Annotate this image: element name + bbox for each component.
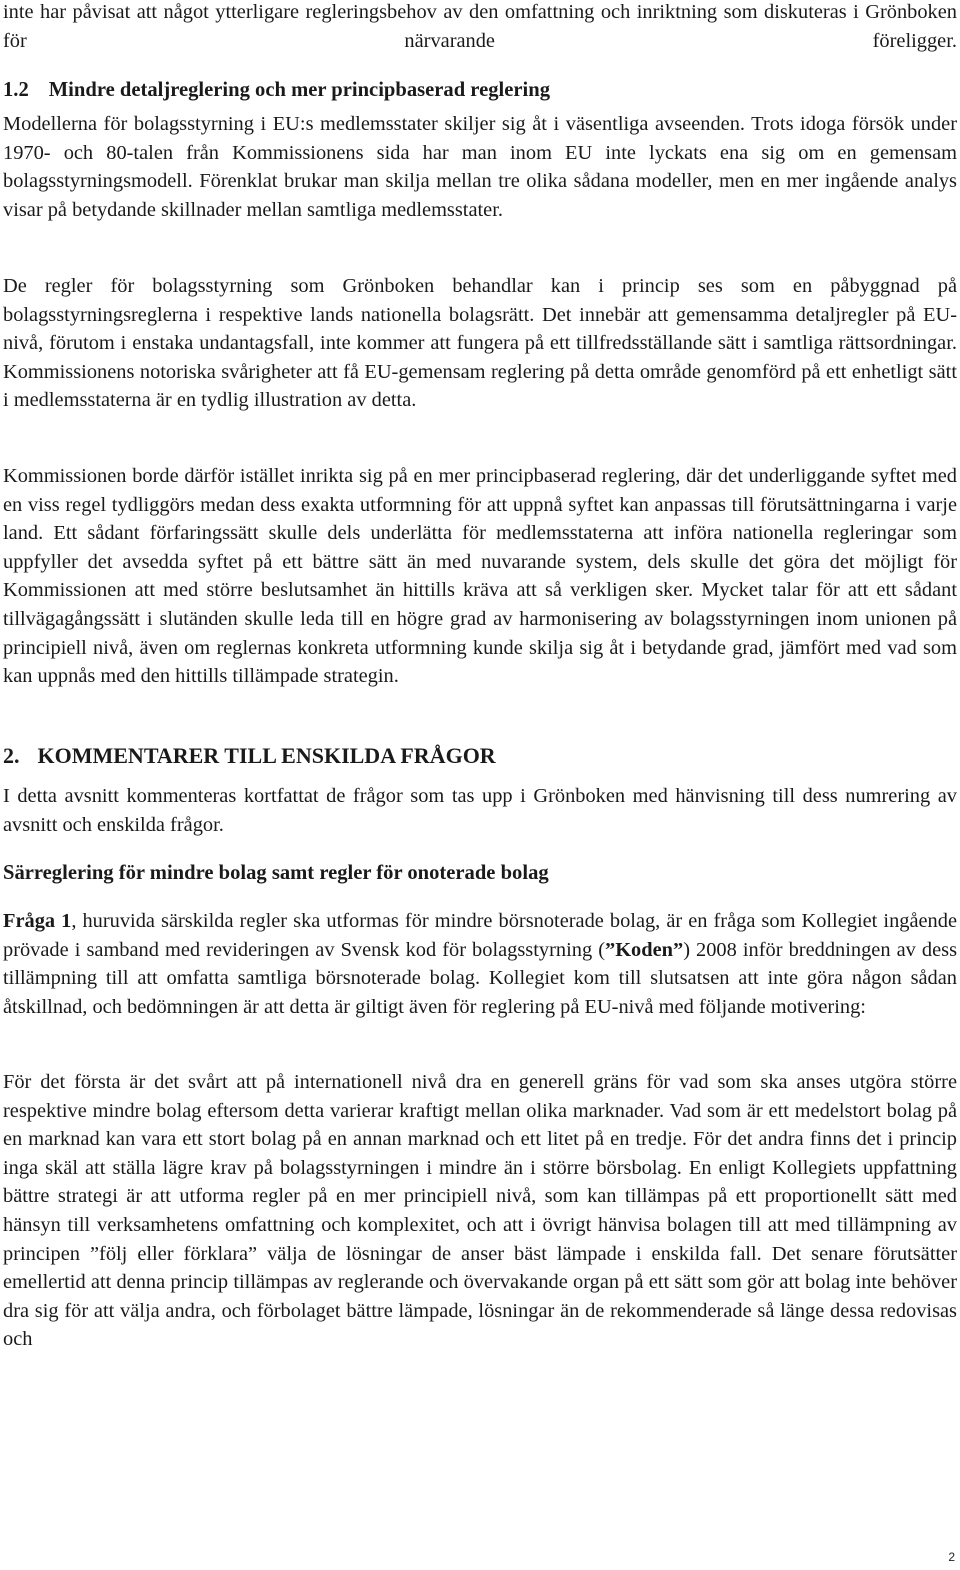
paragraph: Modellerna för bolagsstyrning i EU:s medlemsstater skiljer sig åt i väsentliga avseenden. Trots idoga försök under 1970- och 80-talen från Kommissionens sida har man inom EU inte lyckats ena sig om en gemensam bolagsstyrningsmodell. Förenklat brukar man skilja mellan tre olika sådana modeller, men en mer ingående analys visar på betydande skillnader mellan samtliga medlemsstater. bbox=[3, 113, 957, 221]
question-label: Fråga 1 bbox=[3, 910, 72, 932]
section-2-intro: I detta avsnitt kommenteras kortfattat de frågor som tas upp i Grönboken med hänvisning till dess numrering av avsnitt och enskilda frågor. bbox=[3, 785, 957, 836]
paragraph: De regler för bolagsstyrning som Grönboken behandlar kan i princip ses som en påbyggnad på bolagsstyrningsreglerna i respektive lands nationella bolagsrätt. Det innebär att gemensamma detaljregler på EU-nivå, förutom i enstaka undantagsfall, inte kommer att fungera på ett tillfredsställande sätt i samtliga rättsordningar. Kommissionens notoriska svårigheter att få EU-gemensam reglering på detta område genomförd på ett enhetligt sätt i medlemsstaterna är en tydlig illustration av detta. bbox=[3, 275, 957, 412]
section-title: Mindre detaljreglering och mer principbaserad reglering bbox=[48, 79, 550, 101]
koden-term: ”Koden” bbox=[605, 938, 684, 961]
intro-fragment: inte har påvisat att något ytterligare regleringsbehov av den omfattning och inriktning som diskuteras i Grönboken för närvarande föreligger. bbox=[3, 1, 957, 52]
question-text-b: ) 2008 inför breddningen av dess tillämpning till att omfatta samtliga börsnoterade bolag. Kollegiet kom till slutsatsen att inte göra någon sådan åtskillnad, och bedömningen är att detta är giltigt även för reglering på EU-nivå med följande motivering: bbox=[3, 938, 958, 1018]
paragraph-block bbox=[3, 1068, 957, 1354]
paragraph-block bbox=[3, 462, 957, 691]
section-2-heading bbox=[3, 742, 496, 770]
paragraph-block bbox=[3, 272, 957, 415]
section-number: 2. bbox=[3, 743, 20, 768]
question-1-paragraph bbox=[3, 907, 957, 1021]
paragraph-block bbox=[3, 110, 957, 224]
section-title: KOMMENTARER TILL ENSKILDA FRÅGOR bbox=[37, 743, 496, 768]
paragraph-block bbox=[3, 782, 957, 839]
paragraph-block bbox=[3, 907, 957, 1021]
paragraph: Kommissionen borde därför istället inrikta sig på en mer principbaserad reglering, där det underliggande syftet med en viss regel tydliggörs medan dess exakta utformning för att uppnå syftet kan anpassas till förutsättningarna i varje land. Ett sådant förfaringssätt skulle dels underlätta för medlemsstaterna att införa nationella regleringar som uppfyller det avsedda syftet på ett bättre sätt än med nuvarande system, dels skulle det göra det möjligt för Kommissionen att med större beslutsamhet än hittills kräva att så verkligen sker. Mycket talar för att ett sådant tillvägagångssätt i slutänden skulle leda till en högre grad av harmonisering av bolagsstyrningen inom unionen på principiell nivå, även om reglernas konkreta utformning kunde skilja sig åt i betydande grad, jämfört med vad som kan uppnås med den hittills tillämpade strategin. bbox=[3, 465, 957, 688]
subsection-heading: Särreglering för mindre bolag samt regler för onoterade bolag bbox=[3, 862, 549, 884]
section-number: 1.2 bbox=[3, 79, 29, 101]
page-number: 2 bbox=[948, 1550, 955, 1564]
motivation-paragraph: För det första är det svårt att på internationell nivå dra en generell gräns för vad som ska anses utgöra större respektive mindre bolag eftersom detta varierar kraftigt mellan olika marknader. Vad som är ett medelstort bolag på en marknad kan vara ett stort bolag på en annan marknad och ett litet på en tredje. För det andra finns det i princip inga skäl att ställa lägre krav på bolagsstyrningen i mindre än i större börsbolag. En enligt Kollegiets uppfattning bättre strategi är att utforma regler på en mer principiell nivå, som kan tillämpas på ett proportionellt sätt med hänsyn till verksamhetens omfattning och komplexitet, och att i övrigt hänvisa bolagen till att med tillämpning av principen ”följ eller förklara” välja de lösningar de anser bäst lämpade i enskilda fall. Det senare förutsätter emellertid att denna princip tillämpas av reglerande och övervakande organ på ett sätt som gör att bolag inte behöver dra sig för att välja andra, och förbolaget bättre lämpade, lösningar än de rekommenderade så länge dessa redovisas och bbox=[3, 1071, 957, 1351]
question-text-a: , huruvida särskilda regler ska utformas för mindre börsnoterade bolag, är en fråga som Kollegiet ingående prövade i samband med revideringen av Svensk kod för bolagsstyrning ( bbox=[3, 910, 957, 961]
section-1-2-heading bbox=[3, 76, 550, 105]
intro-fragment-block bbox=[3, 0, 957, 84]
